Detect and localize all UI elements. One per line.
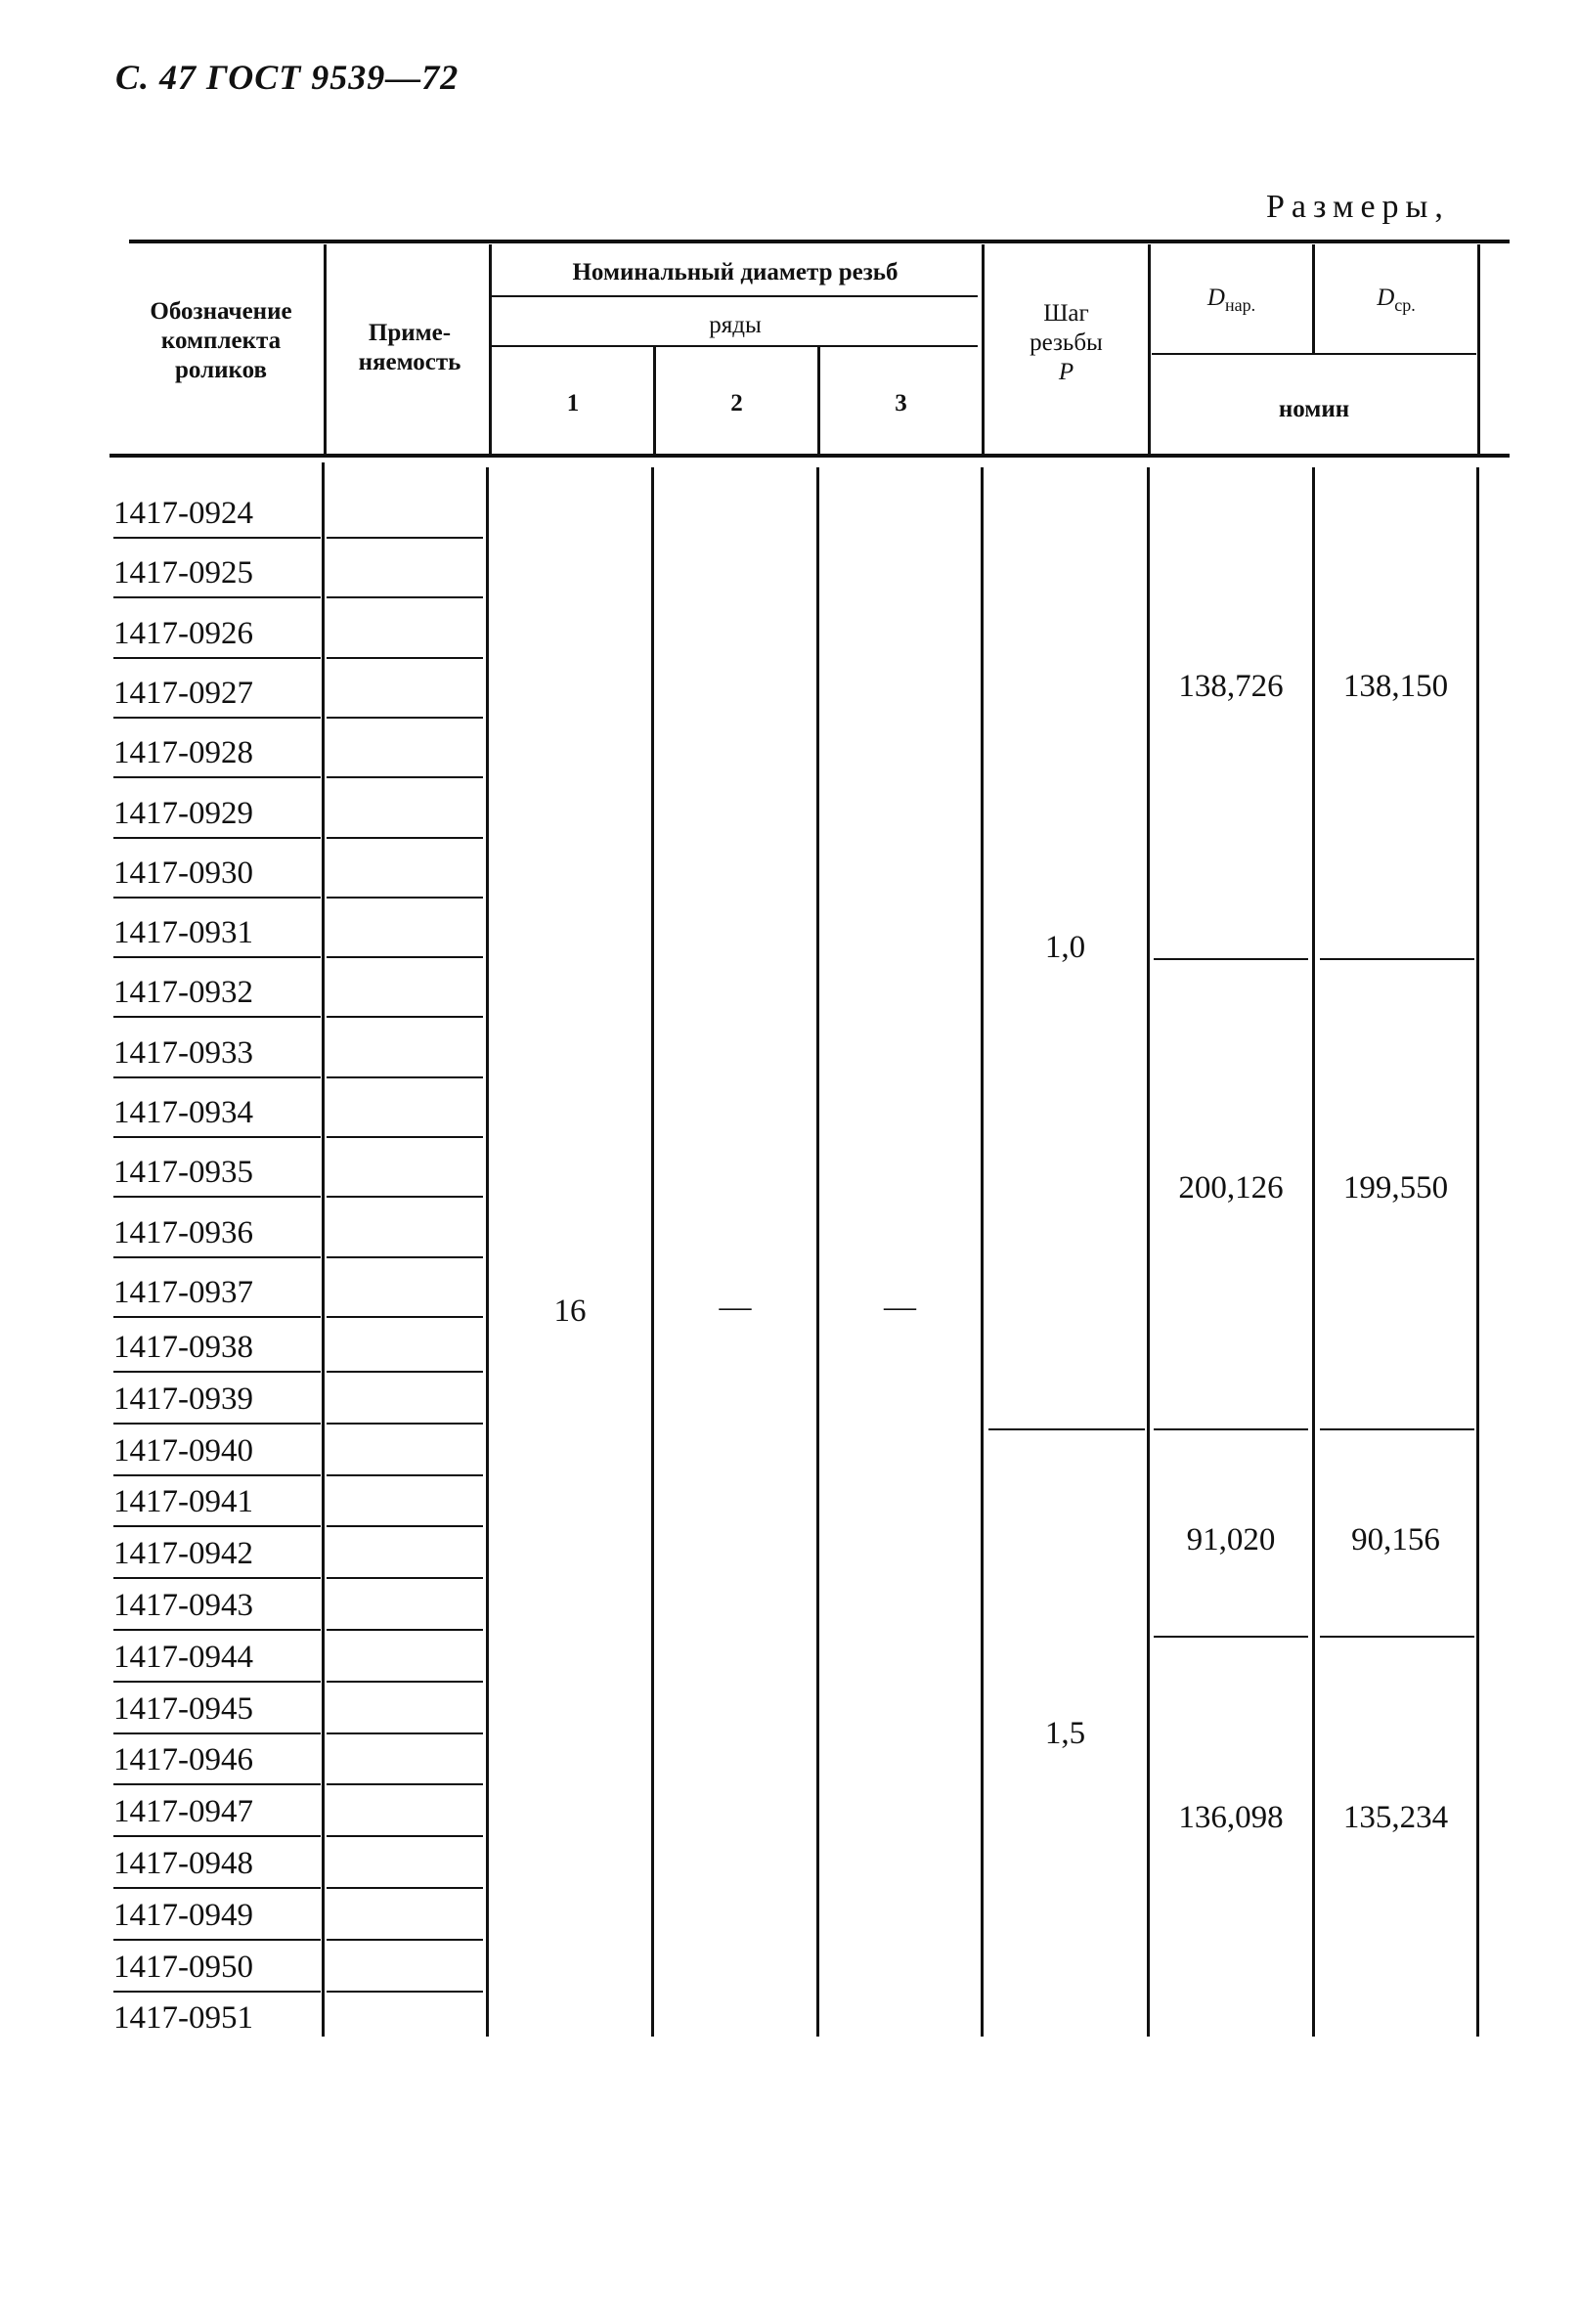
- row-applicability-cell: [327, 1835, 483, 1837]
- page-header: С. 47 ГОСТ 9539—72: [115, 58, 460, 97]
- row-applicability-cell: [327, 1196, 483, 1198]
- body-divider-8: [1476, 467, 1479, 2037]
- row-applicability-cell: [327, 1991, 483, 1993]
- row-applicability-cell: [327, 1629, 483, 1631]
- row-designation-rule: [113, 1629, 321, 1631]
- d-nar-value-4: 136,098: [1178, 1800, 1284, 1835]
- header-d-sr-symbol: D: [1377, 285, 1395, 311]
- row-designation: 1417-0928: [113, 735, 253, 771]
- row-designation-rule: [113, 1732, 321, 1734]
- header-rows: ряды: [709, 312, 762, 338]
- row-applicability-cell: [327, 1076, 483, 1078]
- row-designation: 1417-0934: [113, 1095, 253, 1130]
- header-pitch-line2: резьбы: [1030, 329, 1103, 356]
- d-sr-value-3: 90,156: [1351, 1522, 1440, 1557]
- header-pitch: [985, 299, 1148, 387]
- header-applicability: Приме- няемость: [358, 320, 461, 375]
- row-designation: 1417-0942: [113, 1536, 253, 1572]
- row-applicability-cell: [327, 1525, 483, 1527]
- d-sr-separator-3: [1320, 1636, 1474, 1638]
- row-designation-rule: [113, 1681, 321, 1683]
- row-designation-rule: [113, 1423, 321, 1425]
- row-designation: 1417-0930: [113, 855, 253, 891]
- row-applicability-cell: [327, 1783, 483, 1785]
- d-nar-separator-2: [1154, 1428, 1308, 1430]
- row-designation: 1417-0946: [113, 1742, 253, 1778]
- rows-group-rule: [492, 345, 978, 347]
- row-designation: 1417-0941: [113, 1484, 253, 1520]
- units-label: Размеры,: [1266, 189, 1450, 225]
- header-d-sr: [1315, 284, 1477, 320]
- header-nomin: номин: [1278, 396, 1350, 422]
- row-designation: 1417-0939: [113, 1381, 253, 1417]
- row-applicability-cell: [327, 657, 483, 659]
- row-designation: 1417-0926: [113, 615, 253, 651]
- table-top-rule: [129, 240, 1510, 243]
- header-row-2: 2: [730, 390, 743, 417]
- row-applicability-cell: [327, 956, 483, 958]
- row-applicability-cell: [327, 1136, 483, 1138]
- header-bottom-rule: [110, 454, 1510, 458]
- d-nar-separator-1: [1154, 958, 1308, 960]
- row-designation: 1417-0927: [113, 675, 253, 711]
- row-designation: 1417-0936: [113, 1214, 253, 1250]
- row-designation-rule: [113, 1991, 321, 1993]
- row-designation: 1417-0947: [113, 1794, 253, 1830]
- header-pitch-symbol: P: [1058, 359, 1074, 385]
- header-pitch-line1: Шаг: [1043, 300, 1089, 327]
- body-divider-2: [486, 467, 489, 2037]
- d-sr-value-4: 135,234: [1342, 1800, 1449, 1835]
- header-d-sr-subscript: ср.: [1394, 295, 1416, 315]
- row-designation-rule: [113, 1525, 321, 1527]
- row-designation-rule: [113, 1577, 321, 1579]
- row-designation-rule: [113, 1371, 321, 1373]
- nominal-group-rule: [492, 295, 978, 297]
- row-applicability-cell: [327, 1371, 483, 1373]
- row-designation: 1417-0948: [113, 1846, 253, 1881]
- row-designation: 1417-0935: [113, 1155, 253, 1191]
- row-applicability-cell: [327, 1577, 483, 1579]
- row-applicability-cell: [327, 1887, 483, 1889]
- row-designation-rule: [113, 1887, 321, 1889]
- row-designation-rule: [113, 1939, 321, 1941]
- body-divider-5: [981, 467, 984, 2037]
- header-divider-8: [1477, 244, 1480, 454]
- row-applicability-cell: [327, 717, 483, 719]
- row-designation-rule: [113, 956, 321, 958]
- row-applicability-cell: [327, 1939, 483, 1941]
- d-sr-value-2: 199,550: [1342, 1170, 1449, 1206]
- row-designation: 1417-0929: [113, 795, 253, 831]
- pitch-group-separator: [988, 1428, 1145, 1430]
- header-designation: Обозначение комплекта роликов: [150, 298, 292, 383]
- header-d-nar-subscript: нар.: [1224, 295, 1256, 315]
- row-designation-rule: [113, 1076, 321, 1078]
- pitch-value-2: 1,5: [1044, 1716, 1086, 1751]
- row-1-value: 16: [553, 1294, 587, 1329]
- row-designation-rule: [113, 1783, 321, 1785]
- row-applicability-cell: [327, 1681, 483, 1683]
- row-designation-rule: [113, 596, 321, 598]
- row-2-value: —: [719, 1290, 752, 1325]
- d-sr-value-1: 138,150: [1342, 669, 1449, 704]
- row-designation-rule: [113, 1835, 321, 1837]
- row-applicability-cell: [327, 1016, 483, 1018]
- row-designation-rule: [113, 657, 321, 659]
- row-applicability-cell: [327, 1732, 483, 1734]
- d-sr-separator-1: [1320, 958, 1474, 960]
- row-designation-rule: [113, 897, 321, 899]
- pitch-value-1: 1,0: [1044, 930, 1086, 965]
- row-designation-rule: [113, 1016, 321, 1018]
- header-d-nar-symbol: D: [1206, 285, 1225, 311]
- row-designation-rule: [113, 717, 321, 719]
- row-designation: 1417-0924: [113, 496, 253, 531]
- row-designation: 1417-0944: [113, 1639, 253, 1675]
- row-applicability-cell: [327, 1474, 483, 1476]
- row-3-value: —: [884, 1290, 916, 1325]
- body-divider-3: [651, 467, 654, 2037]
- row-applicability-cell: [327, 596, 483, 598]
- row-applicability-cell: [327, 897, 483, 899]
- row-designation: 1417-0931: [113, 915, 253, 951]
- d-nar-value-2: 200,126: [1178, 1170, 1284, 1206]
- header-row-1: 1: [566, 390, 580, 417]
- body-divider-4: [816, 467, 819, 2037]
- row-designation: 1417-0932: [113, 975, 253, 1011]
- d-nar-value-1: 138,726: [1178, 669, 1284, 704]
- row-designation-rule: [113, 776, 321, 778]
- row-designation-rule: [113, 1316, 321, 1318]
- row-applicability-cell: [327, 776, 483, 778]
- row-designation: 1417-0933: [113, 1034, 253, 1071]
- header-divider-1: [324, 244, 327, 454]
- header-nominal-diameter: Номинальный диаметр резьб: [572, 259, 899, 285]
- row-designation-rule: [113, 1474, 321, 1476]
- row-applicability-cell: [327, 1256, 483, 1258]
- row-designation-rule: [113, 1256, 321, 1258]
- row-designation-rule: [113, 837, 321, 839]
- row-designation: 1417-0925: [113, 555, 253, 592]
- row-designation: 1417-0940: [113, 1432, 253, 1469]
- row-designation: 1417-0951: [113, 2000, 253, 2037]
- row-designation-rule: [113, 537, 321, 539]
- row-designation-rule: [113, 1136, 321, 1138]
- row-applicability-cell: [327, 1423, 483, 1425]
- dimension-group-rule: [1152, 353, 1476, 355]
- row-designation-rule: [113, 1196, 321, 1198]
- d-sr-separator-2: [1320, 1428, 1474, 1430]
- row-designation: 1417-0937: [113, 1274, 253, 1310]
- row-applicability-cell: [327, 537, 483, 539]
- d-nar-value-3: 91,020: [1186, 1522, 1276, 1557]
- row-designation: 1417-0950: [113, 1949, 253, 1985]
- row-applicability-cell: [327, 1316, 483, 1318]
- header-divider-2: [489, 244, 492, 454]
- d-nar-separator-3: [1154, 1636, 1308, 1638]
- row-designation: 1417-0943: [113, 1588, 253, 1623]
- header-row-3: 3: [895, 390, 907, 417]
- row-designation: 1417-0938: [113, 1330, 253, 1365]
- row-designation: 1417-0945: [113, 1690, 253, 1727]
- header-d-nar: [1151, 284, 1312, 320]
- row-designation: 1417-0949: [113, 1897, 253, 1933]
- row-applicability-cell: [327, 837, 483, 839]
